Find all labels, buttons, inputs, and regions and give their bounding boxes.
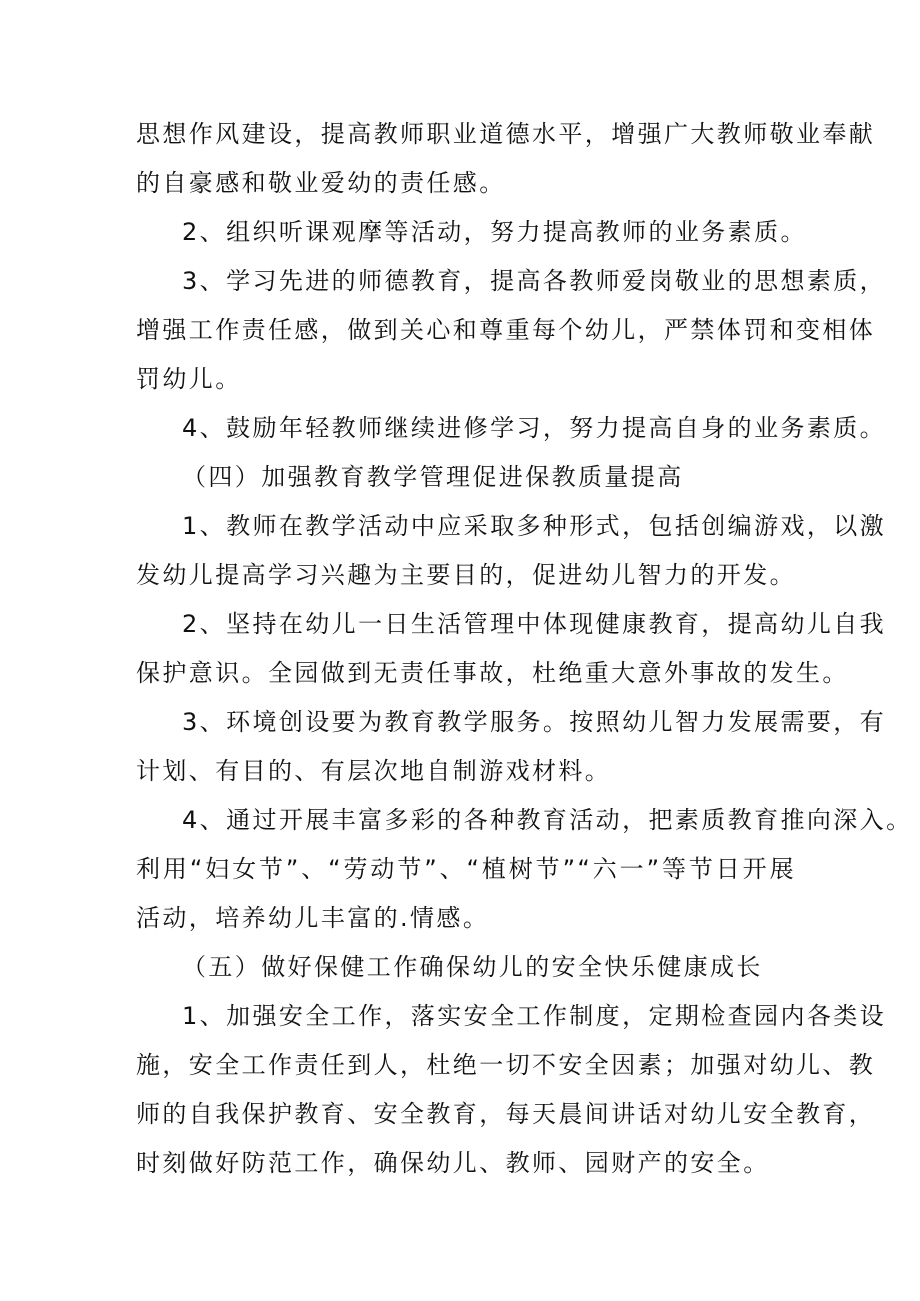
paragraph-item-3b <box>136 698 887 796</box>
text-line: 计划、有目的、有层次地自制游戏材料。 <box>136 757 612 785</box>
text-line: 2、坚持在幼儿一日生活管理中体现健康教育，提高幼儿自我 <box>182 610 887 638</box>
text-line: 3、学习先进的师德教育，提高各教师爱岗敬业的思想素质， <box>182 267 887 295</box>
text-line: 利用“妇女节”、“劳动节”、“植树节”“六一”等节日开展 <box>136 855 796 883</box>
section-heading: （五）做好保健工作确保幼儿的安全快乐健康成长 <box>182 953 763 981</box>
text-line: 思想作风建设，提高教师职业道德水平，增强广大教师敬业奉献 <box>136 120 876 148</box>
paragraph-item-2b <box>136 600 887 698</box>
paragraph-item-4 <box>136 404 887 453</box>
text-line: 时刻做好防范工作，确保幼儿、教师、园财产的安全。 <box>136 1149 770 1177</box>
paragraph-continuation <box>136 110 876 208</box>
text-line: 3、环境创设要为教育教学服务。按照幼儿智力发展需要，有 <box>182 708 887 736</box>
paragraph-item-2 <box>136 208 807 257</box>
text-line: 4、通过开展丰富多彩的各种教育活动，把素质教育推向深入。 <box>182 806 913 834</box>
text-line: 保护意识。全园做到无责任事故，杜绝重大意外事故的发生。 <box>136 659 849 687</box>
paragraph-item-1c <box>136 992 887 1188</box>
text-line: 活动，培养幼儿丰富的.情感。 <box>136 904 490 932</box>
text-line: 的自豪感和敬业爱幼的责任感。 <box>136 169 506 197</box>
text-line: 2、组织听课观摩等活动，努力提高教师的业务素质。 <box>182 218 807 246</box>
text-line: 施，安全工作责任到人，杜绝一切不安全因素；加强对幼儿、教 <box>136 1051 876 1079</box>
text-line: 增强工作责任感，做到关心和尊重每个幼儿，严禁体罚和变相体 <box>136 316 876 344</box>
text-line: 1、教师在教学活动中应采取多种形式，包括创编游戏，以激 <box>182 512 887 540</box>
paragraph-item-1 <box>136 502 887 600</box>
paragraph-item-4b <box>136 796 913 943</box>
text-line: 罚幼儿。 <box>136 365 242 393</box>
text-line: 1、加强安全工作，落实安全工作制度，定期检查园内各类设 <box>182 1002 887 1030</box>
section-heading-4 <box>136 453 796 502</box>
text-line: 4、鼓励年轻教师继续进修学习，努力提高自身的业务素质。 <box>182 414 887 442</box>
text-line: 发幼儿提高学习兴趣为主要目的，促进幼儿智力的开发。 <box>136 561 796 589</box>
paragraph-item-3 <box>136 257 887 404</box>
document-body <box>136 110 913 1188</box>
text-line: 师的自我保护教育、安全教育，每天晨间讲话对幼儿安全教育， <box>136 1100 876 1128</box>
section-heading-5 <box>136 943 796 992</box>
section-heading: （四）加强教育教学管理促进保教质量提高 <box>182 463 684 491</box>
